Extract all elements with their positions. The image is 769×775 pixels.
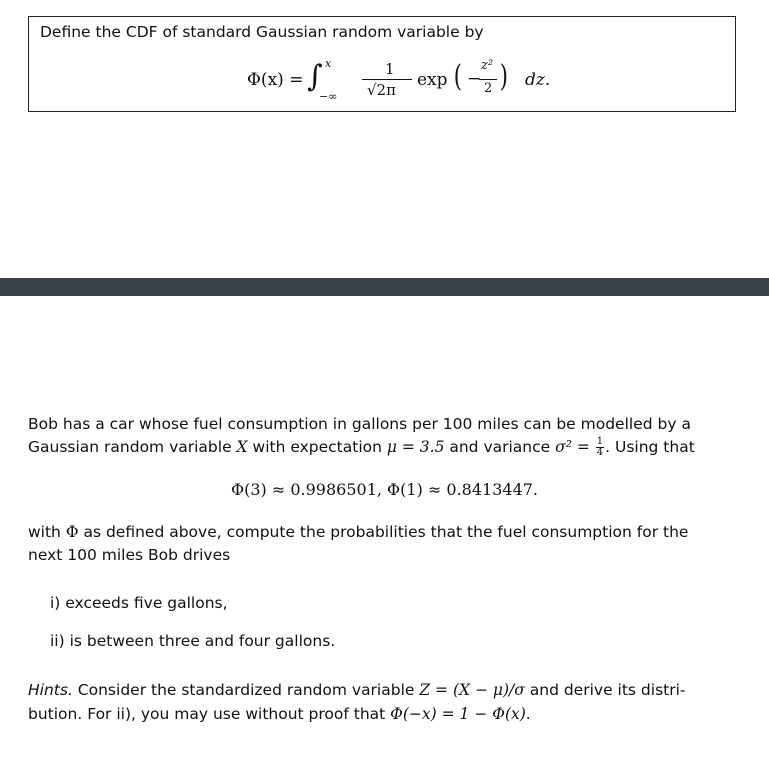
problem-text-b: with expectation [247, 438, 387, 456]
differential: dz. [525, 70, 551, 90]
hints-text-b: and derive its distri- [524, 681, 686, 699]
fraction-denominator: √2π [367, 81, 396, 99]
hints-text-a: Consider the standardized random variable [72, 681, 420, 699]
lower-limit: −∞ [319, 90, 338, 103]
variable-x: X [236, 438, 248, 456]
right-paren: ) [499, 59, 508, 94]
problem-line-1: Bob has a car whose fuel consumption in gallons per 100 miles can be modelled by a [28, 415, 691, 433]
symmetry-formula: Φ(−x) = 1 − Φ(x) [390, 705, 526, 723]
problem-line-2 [28, 436, 695, 459]
list-item: i) exceeds five gallons, [50, 594, 228, 612]
exp-function: exp [417, 70, 448, 90]
left-paren: ( [453, 59, 462, 94]
phi-symbol: Φ [65, 523, 79, 541]
hints-text-c: bution. For ii), you may use without proof that [28, 705, 391, 723]
problem-text-d: . Using that [605, 438, 695, 456]
hints-text-d: . [525, 705, 531, 723]
fraction-numerator: 1 [385, 60, 395, 78]
integral-sign: ∫ [307, 59, 323, 94]
hints-line-2 [28, 703, 531, 726]
problem-text-a: Gaussian random variable [28, 438, 237, 456]
list-item: ii) is between three and four gallons. [50, 632, 336, 650]
definition-box [28, 16, 736, 112]
hints-line-1 [28, 679, 686, 702]
variance-lhs: σ² = [555, 438, 595, 456]
variance-numerator: 1 [596, 436, 604, 447]
variance-fraction [596, 437, 604, 458]
formula-lhs: Φ(x) = [247, 70, 304, 90]
problem-text-f: as defined above, compute the probabilities that the fuel consumption for the [78, 523, 689, 541]
definition-intro: Define the CDF of standard Gaussian random variable by [40, 23, 484, 41]
cdf-formula [247, 57, 587, 107]
fraction-bar [362, 79, 412, 80]
upper-limit: x [325, 57, 332, 70]
hints-label: Hints. [28, 681, 73, 699]
given-values: Φ(3) ≈ 0.9986501, Φ(1) ≈ 0.8413447. [230, 480, 539, 499]
problem-text-e: with [28, 523, 66, 541]
section-divider-bar [0, 278, 769, 296]
mean-value: μ = 3.5 [386, 438, 445, 456]
problem-text-c: and variance [444, 438, 556, 456]
problem-line-3 [28, 521, 688, 544]
variance-denominator: 4 [596, 447, 604, 458]
inner-minus: − [467, 69, 482, 89]
inner-numerator: z² [481, 58, 494, 73]
inner-fraction-bar [479, 79, 497, 80]
standardization-formula: Z = (X − μ)/σ [419, 681, 525, 699]
inner-denominator: 2 [484, 81, 493, 96]
problem-line-4: next 100 miles Bob drives [28, 546, 231, 564]
